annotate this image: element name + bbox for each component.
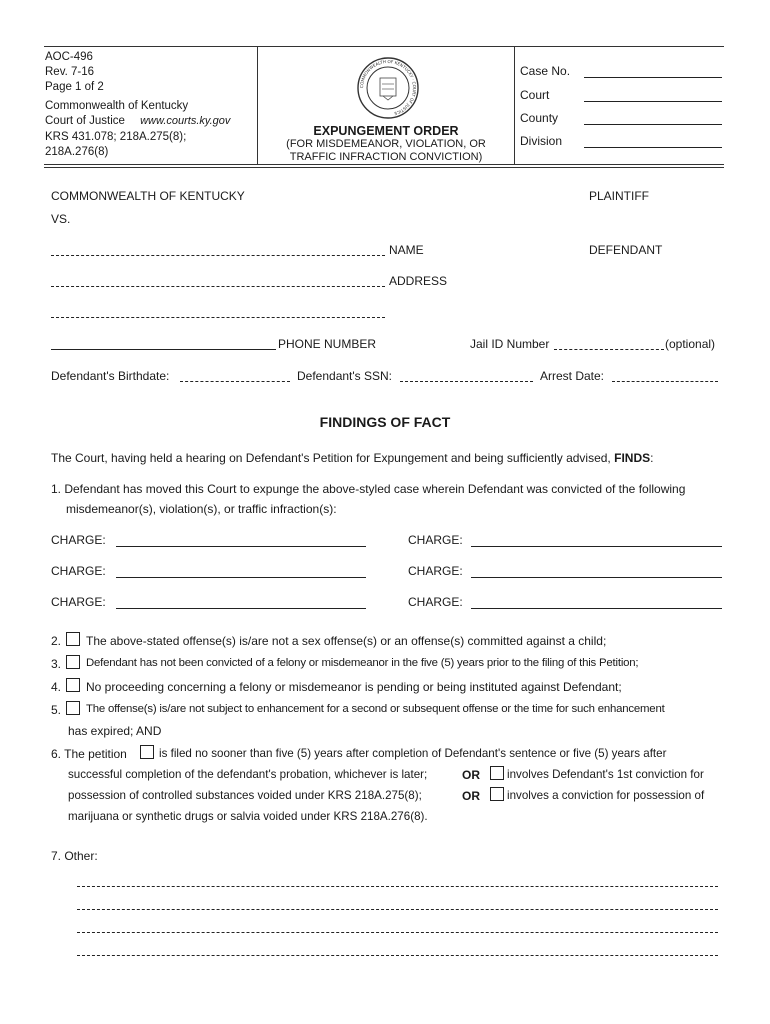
charge-field-3[interactable] <box>116 564 366 578</box>
charge-label-1: CHARGE: <box>51 533 106 547</box>
item4-number: 4. <box>51 680 62 694</box>
item1-line2: misdemeanor(s), violation(s), or traffic infraction(s): <box>66 502 337 516</box>
birthdate-label: Defendant's Birthdate: <box>51 369 170 383</box>
item6-or-2 <box>462 789 480 803</box>
item2-number: 2. <box>51 634 62 648</box>
phone-label: PHONE NUMBER <box>278 337 377 351</box>
seal-icon <box>356 56 420 120</box>
header-left <box>45 50 255 160</box>
case-no-field[interactable] <box>584 64 722 78</box>
arrest-date-label: Arrest Date: <box>540 369 605 383</box>
item3-number: 3. <box>51 657 62 671</box>
birthdate-field[interactable] <box>180 369 290 382</box>
form-subtitle-2: TRAFFIC INFRACTION CONVICTION) <box>289 151 483 163</box>
item6-lead: 6. The petition <box>51 747 127 761</box>
item4-checkbox[interactable] <box>66 678 80 692</box>
court-seal <box>356 56 420 120</box>
item6-text-d: marijuana or synthetic drugs or salvia voided under KRS 218A.276(8). <box>68 810 428 823</box>
court-row <box>520 88 549 102</box>
jail-id-field[interactable] <box>554 337 664 350</box>
item6-checkbox-b[interactable] <box>490 766 504 780</box>
findings-intro-colon: : <box>650 451 654 465</box>
court-of-justice-line <box>45 114 255 129</box>
item2-checkbox[interactable] <box>66 632 80 646</box>
krs-line-1: KRS 431.078; 218A.275(8); <box>45 131 187 143</box>
court-of-justice: Court of Justice <box>45 115 125 127</box>
charge-label-5: CHARGE: <box>51 595 106 609</box>
case-no-label: Case No. <box>520 64 571 78</box>
findings-intro-bold: FINDS <box>614 451 651 465</box>
form-rev: Rev. 7-16 <box>45 66 95 78</box>
krs-line-2: 218A.276(8) <box>45 146 109 158</box>
state-name: Commonwealth of Kentucky <box>45 100 189 112</box>
website-link[interactable]: www.courts.ky.gov <box>140 115 231 127</box>
jail-id-optional: (optional) <box>665 337 716 351</box>
header-bottom-rule-2 <box>44 167 724 168</box>
item4-text: No proceeding concerning a felony or misdemeanor is pending or being instituted against Defendant; <box>86 680 622 694</box>
form-title-block <box>258 124 514 164</box>
item5-line1: The offense(s) is/are not subject to enhancement for a second or subsequent offense or the time for such enhancement <box>86 703 665 715</box>
court-label: Court <box>520 88 550 102</box>
commonwealth-label: COMMONWEALTH OF KENTUCKY <box>51 189 245 203</box>
other-line-4[interactable] <box>77 943 718 956</box>
form-page: Page 1 of 2 <box>45 81 104 93</box>
case-no-row <box>520 64 570 78</box>
item2-text: The above-stated offense(s) is/are not a sex offense(s) or an offense(s) committed against a child; <box>86 634 607 648</box>
phone-field[interactable] <box>51 337 276 350</box>
charge-label-6: CHARGE: <box>408 595 463 609</box>
item3-checkbox[interactable] <box>66 655 80 669</box>
item5-line2: has expired; AND <box>68 724 162 738</box>
item6-checkbox-a[interactable] <box>140 745 154 759</box>
item3-text: Defendant has not been convicted of a felony or misdemeanor in the five (5) years prior to the filing of this Petition; <box>86 657 639 669</box>
charge-label-2: CHARGE: <box>408 533 463 547</box>
svg-text:COMMONWEALTH OF KENTUCKY · COU <box>359 59 417 116</box>
vs-label: VS. <box>51 212 71 226</box>
jail-id-label: Jail ID Number <box>470 337 550 351</box>
item6-text-c2: involves a conviction for possession of <box>507 789 705 802</box>
other-line-3[interactable] <box>77 920 718 933</box>
item6-checkbox-c[interactable] <box>490 787 504 801</box>
charge-field-5[interactable] <box>116 595 366 609</box>
item6-text-c1: possession of controlled substances voided under KRS 218A.275(8); <box>68 789 422 802</box>
defendant-label: DEFENDANT <box>589 243 663 257</box>
form-title: EXPUNGEMENT ORDER <box>313 124 459 138</box>
ssn-field[interactable] <box>400 369 533 382</box>
or-label-2: OR <box>462 789 480 803</box>
item1-line1: 1. Defendant has moved this Court to expunge the above-styled case wherein Defendant was convicted of the following <box>51 482 686 496</box>
header-bottom-rule-1 <box>44 164 724 165</box>
address-field-2[interactable] <box>51 305 385 318</box>
division-row <box>520 134 562 148</box>
charge-field-1[interactable] <box>116 533 366 547</box>
address-field-1[interactable] <box>51 274 385 287</box>
item6-or-1 <box>462 768 480 782</box>
court-field[interactable] <box>584 88 722 102</box>
charge-field-2[interactable] <box>471 533 722 547</box>
form-id: AOC-496 <box>45 51 93 63</box>
county-row <box>520 111 558 125</box>
division-label: Division <box>520 134 563 148</box>
item6-text-a: is filed no sooner than five (5) years after completion of Defendant's sentence or five (5) years after <box>159 747 667 760</box>
item7-label: 7. Other: <box>51 849 98 863</box>
county-label: County <box>520 111 559 125</box>
county-field[interactable] <box>584 111 722 125</box>
header-top-rule <box>44 46 724 47</box>
header-divider-right <box>514 46 515 164</box>
charge-field-4[interactable] <box>471 564 722 578</box>
or-label-1: OR <box>462 768 480 782</box>
item5-checkbox[interactable] <box>66 701 80 715</box>
item6-text-b2: involves Defendant's 1st conviction for <box>507 768 704 781</box>
other-line-2[interactable] <box>77 897 718 910</box>
plaintiff-label: PLAINTIFF <box>589 189 650 203</box>
findings-intro <box>51 451 653 465</box>
division-field[interactable] <box>584 134 722 148</box>
other-line-1[interactable] <box>77 874 718 887</box>
name-field[interactable] <box>51 243 385 256</box>
name-label: NAME <box>389 243 424 257</box>
charge-field-6[interactable] <box>471 595 722 609</box>
address-label: ADDRESS <box>389 274 448 288</box>
charge-label-4: CHARGE: <box>408 564 463 578</box>
item6-text-b1: successful completion of the defendant's probation, whichever is later; <box>68 768 428 781</box>
seal-text: COMMONWEALTH OF KENTUCKY · COURT OF JUSTICE <box>358 58 418 117</box>
form-subtitle-1: (FOR MISDEMEANOR, VIOLATION, OR <box>286 138 486 150</box>
arrest-date-field[interactable] <box>612 369 718 382</box>
item5-number: 5. <box>51 703 62 717</box>
ssn-label: Defendant's SSN: <box>297 369 393 383</box>
charge-label-3: CHARGE: <box>51 564 106 578</box>
findings-heading: FINDINGS OF FACT <box>319 414 451 430</box>
findings-intro-text: The Court, having held a hearing on Defendant's Petition for Expungement and being sufficiently advised, <box>51 451 611 465</box>
